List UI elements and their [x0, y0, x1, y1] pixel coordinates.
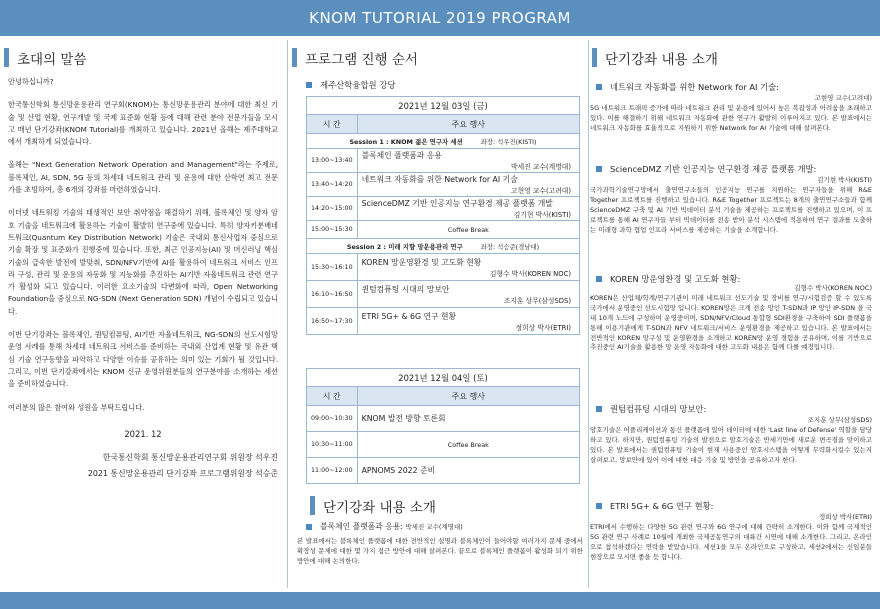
lecture-item-body: [590, 513, 872, 563]
session2-header: [307, 239, 580, 254]
lecture-item-title: 블록체인 플랫폼과 응용:: [320, 522, 403, 531]
event-title: KNOM 발전 방향 토론회: [361, 414, 446, 423]
lecture-item-author: 정희상 박사(ETRI): [818, 513, 872, 521]
schedule-day2-table: [306, 368, 580, 484]
talk-title: 블록체인 플랫폼과 응용: [361, 151, 442, 160]
lecture-item-text: 본 발표에서는 블록체인 플랫폼에 대한 전반적인 설명과 블록체인이 들어야할 여러가지 문제 중에서 확장성 문제에 대한 몇 가지 접근 방안에 대해 살펴본다. 끝으로 블록체인 플랫폼이 활성화 되기 위한 방안에 대해 논의한다.: [297, 537, 583, 565]
time-cell: 16:10~16:50: [307, 281, 358, 308]
time-cell: 13:00~13:40: [307, 149, 358, 173]
day2-date: 2021년 12월 04일 (토): [307, 369, 580, 387]
signature-program-chair: 2021 통신망운용관리 단기강좌 프로그램위원장 석승준: [87, 469, 278, 479]
lecture-item-heading: [596, 163, 816, 175]
lecture-item-body: [590, 176, 872, 235]
speaker: 김형수 박사(KOREN NOC): [489, 269, 571, 278]
welcome-paragraph: 이번 단기강좌는 블록체인, 퀀텀컴퓨팅, AI기반 자율네트워크, NG-SDN의 선도시험망 운영 사례를 통해 차세대 네트워크 서비스를 준비하는 국내외 산업계 현황 및 유관 핵심 기술 연구동향을 파악하고 다양한 이슈를 공유하는 의미 있는 기회가 될 것입니다. 그리고, 이번 단기강좌에서는 KNOM 신규 운영위원분들의 연구분야를 소개하는 세션을 준비하였습니다.: [8, 330, 278, 389]
day1-date: 2021년 12월 03일 (금): [307, 97, 580, 115]
venue: [306, 79, 395, 91]
event-cell: [357, 254, 579, 281]
event-cell: [357, 149, 579, 173]
event-cell: [357, 197, 579, 221]
time-cell: 15:30~16:10: [307, 254, 358, 281]
time-cell: 13:40~14:20: [307, 173, 358, 197]
bullet-icon: [596, 276, 602, 282]
lecture-heading-mid: [310, 492, 436, 519]
lecture-item-title: 퀀텀컴퓨팅 시대의 망보안:: [610, 404, 707, 414]
welcome-letter: [8, 76, 278, 485]
time-cell: 14:20~15:00: [307, 197, 358, 221]
bullet-icon: [596, 166, 602, 172]
venue-text: 제주산학융합원 강당: [320, 80, 396, 90]
bullet-icon: [306, 524, 312, 530]
talk-title: 퀀텀컴퓨팅 시대의 망보안: [361, 284, 450, 294]
lecture-item-heading: [596, 403, 706, 415]
lecture-item-text: KOREN은 산업체/학계/연구기관이 미래 네트워크 선도기술 및 장비를 연구/시험검증 할 수 있도록 국가에서 운영중인 선도시험망 입니다. KOREN망은 크게 전송 망인 T-SDN과 IP 망인 IP-SDN 을 국내 10개 노드에 구성하여 운영중이며, SDN/NFV/Cloud 통합형 SDI환경을 구축하여 SDI 플랫폼을 통해 이용기관에게 T-SDN과 NFV 네트워크/서비스 운영환경을 제공하고 있습니다. 본 발표에서는 전반적인 KOREN 망구성 및 운영환경을 소개하고 KOREN망 운영 경험을 공유하며, 이를 기반으로 추진중인 AI기술을 활용한 망 운영 자동화에 대한 고도화 내용은 함께 다룰 예정입니다.: [590, 293, 872, 352]
program-heading: [292, 44, 418, 71]
session2-chair: 좌장: 석승준(경남대): [480, 242, 540, 251]
session1-title: Session 1 : KNOM 젊은 연구자 세션: [349, 137, 463, 146]
lecture-item-body: [590, 94, 872, 134]
event-cell: [357, 458, 579, 484]
heading-marker: [310, 496, 315, 515]
speaker: 박세진 교수(계명대): [511, 163, 571, 171]
lecture-item-body: [590, 284, 872, 353]
bullet-icon: [596, 84, 602, 90]
speaker: 조지훈 상무(삼성SDS): [503, 296, 571, 305]
lecture-item-author: 조지훈 상무(삼성SDS): [807, 416, 872, 424]
welcome-heading-text: 초대의 말씀: [17, 51, 87, 68]
program-title: KNOM TUTORIAL 2019 PROGRAM: [309, 9, 571, 27]
welcome-paragraph: 한국통신학회 통신망운용관리 연구회(KNOM)는 통신망운용관리 분야에 대한 최신 기술 및 산업 현황, 연구개발 및 국제 표준화 현황 등에 대해 관련 분야 전문가들을 모시고 매년 단기강좌(KNOM Tutorial)를 개최하고 있습니다. 2021년 올해는 제주대학교에서 개최하게 되었습니다.: [8, 100, 278, 147]
welcome-paragraph: 올해는 "Next Generation Network Operation and Management"라는 주제로, 블록체인, AI, SDN, 5G 등의 차세대 네트워크 관리 및 운용에 대한 산학연 최고 전문가를 초빙하여, 총 6개의 강좌를 마련하였습니다.: [8, 160, 278, 195]
column-divider: [287, 40, 288, 588]
session1-chair: 좌장: 석우진(KISTI): [480, 137, 537, 146]
lecture-item-title: 네트워크 자동화를 위한 Network for AI 기술:: [610, 82, 779, 92]
col-event-header: 주요 행사: [357, 387, 579, 406]
talk-title: KOREN 망운영환경 및 고도화 현황: [361, 257, 482, 267]
session2-title: Session 2 : 미래 지향 망운용관리 연구: [346, 242, 463, 251]
col-event-header: 주요 행사: [357, 115, 579, 134]
speaker: 정희상 박사(ETRI): [515, 323, 571, 332]
heading-marker: [292, 48, 297, 67]
talk-title: ScienceDMZ 기반 인공지능 연구환경 제공 플랫폼 개발: [361, 199, 553, 208]
greeting: 안녕하십니까?: [8, 77, 54, 86]
lecture-item-blockchain: [306, 521, 463, 532]
bullet-icon: [306, 82, 312, 88]
lecture-item-title: ETRI 5G+ & 6G 연구 현황:: [610, 501, 714, 511]
bullet-icon: [596, 503, 602, 509]
time-cell: 10:30~11:00: [307, 432, 358, 458]
footer-bar: [0, 592, 880, 609]
lecture-item-title: KOREN 망운영환경 및 고도화 현황:: [610, 274, 741, 284]
coffee-break: Coffee Break: [357, 432, 579, 458]
welcome-paragraph: 이더넷 네트워킹 기술의 태생적인 보안 취약점을 해결하기 위해, 블록체인 및 양자 암호 기술을 네트워크에 활용하는 기술이 활발히 연구중에 있습니다. 특히 양자키분배네트워크(Quantum Key Distribution Network) 기술은 국내외 통신사업자 중심으로 기술 확장 및 표준화가 진행중에 있습니다. 또한, 최근 인공지능(AI) 및 머신러닝 핵심기술의 급속한 발전에 발맞춰, SDN/NFV기반에 AI를 활용하여 네트워크 서비스 인프라 구성, 관리 및 운용의 자동화 및 지능화를 추진하는 AI기반 자율네트워크 관련 연구가 활성화 되고 있습니다. 이러한 요소기술의 다변화에 따라, Open Networking Foundation을 중심으로 NG-SDN (Next Generation SDN) 개념이 수립되고 있습니다.: [8, 208, 278, 316]
lecture-item-heading: [596, 500, 713, 512]
letter-date: 2021. 12: [124, 428, 162, 439]
col-time-header: 시 간: [307, 387, 358, 406]
bullet-icon: [596, 406, 602, 412]
event-cell: [357, 173, 579, 197]
lecture-item-author: 김기현 박사(KISTI): [817, 176, 872, 184]
lecture-item-author: 고현영 교수(고려대): [814, 94, 872, 102]
column-divider: [588, 40, 589, 588]
event-cell: [357, 406, 579, 432]
lecture-item-heading: [596, 81, 779, 93]
speaker: 고현영 교수(고려대): [511, 187, 571, 195]
event-cell: [357, 308, 579, 335]
heading-marker: [4, 48, 9, 67]
lecture-item-author: 박세진 교수(계명대): [405, 523, 463, 531]
speaker: 김기현 박사(KISTI): [513, 211, 571, 219]
lecture-item-author: 김형수 박사(KOREN NOC): [794, 284, 872, 292]
talk-title: ETRI 5G+ & 6G 연구 현황: [361, 311, 457, 321]
lecture-item-body: [590, 416, 872, 466]
schedule-day1-table: [306, 96, 580, 335]
program-title-bar: [0, 0, 880, 36]
time-cell: 09:00~10:30: [307, 406, 358, 432]
lecture-item-text: ETRI에서 수행하는 다양한 5G 관련 연구와 6G 연구에 대해 간략히 소개한다. 이와 함께 국제적인 5G 관련 연구 사례로 10월에 개최한 국제공동연구의 대륙간 시연에 대해 소개한다. 그리고, 온라인으로 참석하겠다는 연락을 받았습니다. 세션1을 모두 온라인으로 구성하고, 세션2에서는 신임분들 현장으로 모시면 좋을 듯 합니다.: [590, 522, 872, 561]
talk-title: 네트워크 자동화를 위한 Network for AI 기술: [361, 175, 518, 184]
welcome-paragraph: 여러분의 많은 참여와 성원을 부탁드립니다.: [8, 402, 145, 412]
lecture-item-text: 국가과학기술연구망에서 출연연구소들의 인공지능 연구를 지원하는 연구자들을 위해 R&E Together 프로젝트를 진행하고 있습니다. R&E Together 프로젝트는 8개의 출연연구소들과 함께 ScienceDMZ 구축 및 AI 기반 빅데이터 분석 기술을 제공하는 프로젝트를 진행하고 있으며, 이 프로젝트를 통해 AI 연구자들 부터 빅데이터를 전송 받아 분석 시스템에 적용하여 연구 결과를 도출하는 미래형 과학 협업 인프라 서비스를 제공하는 기술을 소개합니다.: [590, 185, 872, 234]
event-title: APNOMS 2022 준비: [361, 466, 436, 475]
signature-chair: 한국통신학회 통신망운용관리연구회 위원장 석우진: [102, 453, 278, 463]
heading-marker: [592, 48, 597, 67]
col-time-header: 시 간: [307, 115, 358, 134]
time-cell: 11:00~12:00: [307, 458, 358, 484]
program-heading-text: 프로그램 진행 순서: [305, 51, 418, 68]
time-cell: 15:00~15:30: [307, 221, 358, 239]
lecture-item-text: 5G 네트워크 트래픽 증가에 따라 네트워크 관리 및 운용에 있어서 높은 복잡성과 어려움을 초래하고 있다. 이를 해결하기 위해 네트워크 자동화에 관한 연구가 활발히 이루어지고 있다. 본 발표에서는 네트워크 자동화를 효율적으로 지원하기 위한 Network for AI 기술에 대해 살펴본다.: [590, 103, 872, 132]
session1-header: [307, 134, 580, 149]
time-cell: 16:50~17:30: [307, 308, 358, 335]
coffee-break: Coffee Break: [357, 221, 579, 239]
lecture-heading-right: [592, 44, 718, 71]
event-cell: [357, 281, 579, 308]
lecture-item-text: 암호기술은 어플리케이션과 통신 플랫폼에 있어 데이터에 대한 'Last line of Defense' 역할을 담당하고 있다. 하지만, 퀀텀컴퓨팅 기술의 발전으로 암호기술은 반세기만에 새로운 변곡점을 맞이하고 있다. 본 발표에서는 퀀텀컴퓨팅 기술이 현재 사용중인 암호시스템을 어떻게 무력화시킬수 있는지 살펴보고, 망보안에 있어 이에 대한 대응 기술 및 방안을 공유하고자 한다.: [590, 425, 872, 464]
lecture-heading-right-text: 단기강좌 내용 소개: [605, 51, 718, 68]
lecture-heading-mid-text: 단기강좌 내용 소개: [323, 499, 436, 516]
lecture-item-title: ScienceDMZ 기반 인공지능 연구환경 제공 플랫폼 개발:: [610, 164, 817, 174]
welcome-heading: [4, 44, 87, 71]
